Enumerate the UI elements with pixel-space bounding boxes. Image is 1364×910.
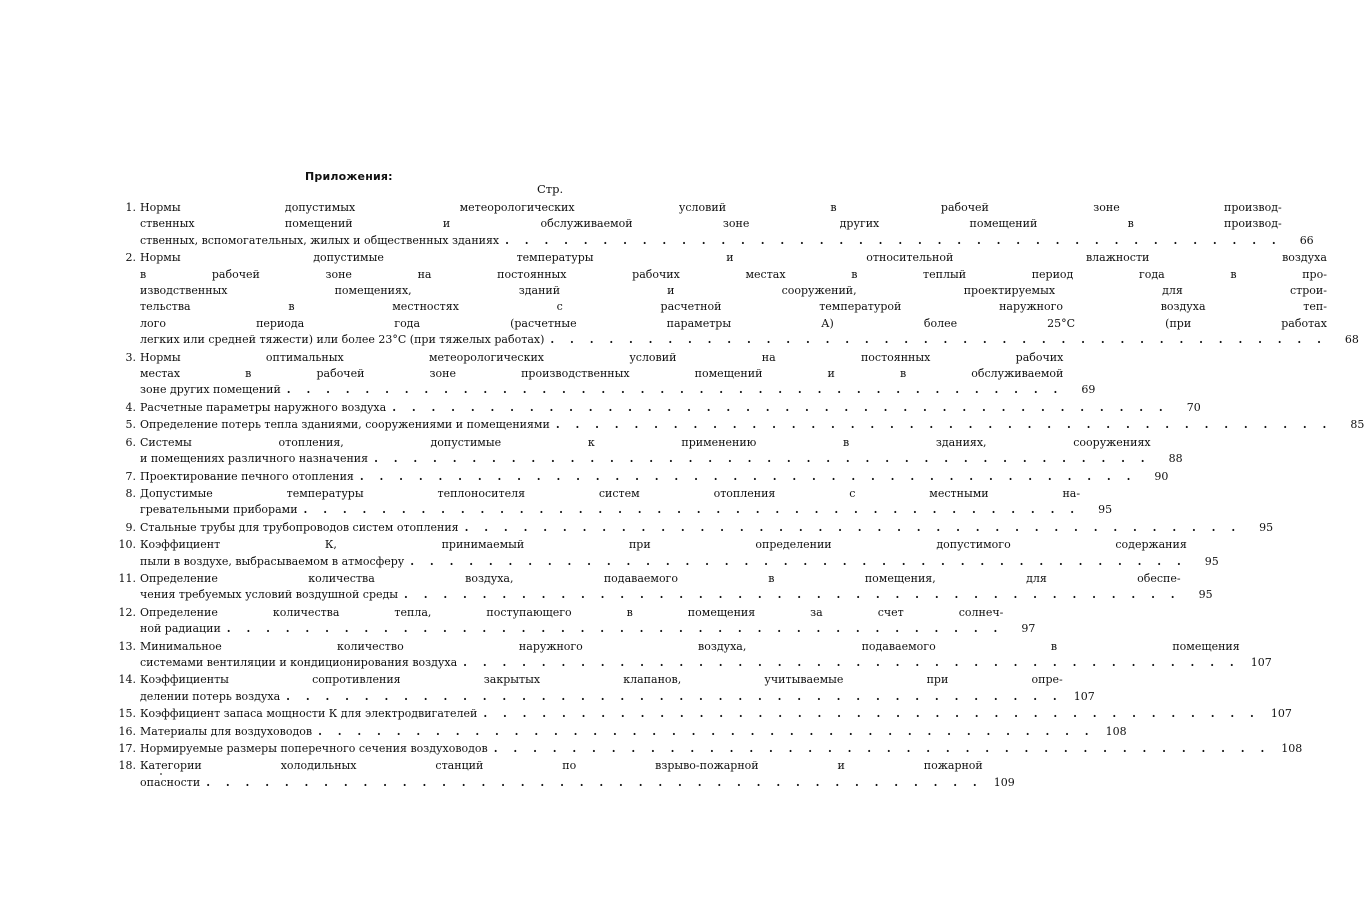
toc-entry-line: Нормы допустимые температуры и относительной влажности воздуха	[140, 251, 1327, 265]
dot-leader: . . . . . . . . . . . . . . . . . . . . . . . . . . . . . . . . . . . . . . . .	[318, 724, 1095, 738]
toc-entry	[110, 537, 1219, 570]
toc-entry-number: 17.	[118, 742, 136, 755]
toc-entry	[110, 724, 1127, 740]
toc-entry-line-text: системами вентиляции и кондиционирования воздуха	[140, 655, 458, 669]
toc-entry	[110, 605, 1036, 638]
toc-entry	[110, 469, 1169, 485]
toc-entry-page-number: 70	[1186, 400, 1201, 414]
toc-entry-page-number: 69	[1081, 383, 1096, 397]
toc-entry-number: 12.	[118, 605, 136, 619]
toc-entry-number: 1.	[125, 201, 136, 214]
toc-entry-page-number: 66	[1299, 233, 1314, 247]
toc-entry	[110, 250, 1359, 348]
toc-entry-line	[140, 775, 983, 791]
toc-entry-line-text: опасности	[140, 775, 201, 789]
toc-entry-line-text: Определение потерь тепла зданиями, сооружениями и помещениями	[140, 418, 550, 432]
toc-entry-line	[140, 233, 1282, 249]
toc-entry-line-text: легких или средней тяжести) или более 23°С (при тяжелых работах)	[140, 333, 545, 347]
dot-leader: . . . . . . . . . . . . . . . . . . . . . . . . . . . . . . . . . . . . . . . .	[374, 452, 1151, 466]
toc-entry-page-number: 95	[1098, 503, 1113, 517]
toc-entry-page-number: 107	[1270, 707, 1292, 721]
toc-entry-number: 9.	[125, 520, 136, 534]
toc-entry-line	[140, 382, 1063, 398]
toc-entry	[110, 400, 1201, 416]
dot-leader: . . . . . . . . . . . . . . . . . . . . . . . . . . . . . . . . . . . . . . . .	[303, 503, 1081, 517]
toc-entry	[110, 741, 1303, 757]
toc-entry-page-number: 108	[1105, 724, 1127, 738]
dot-leader: . . . . . . . . . . . . . . . . . . . . . . . . . . . . . . . . . . . . . . . .	[550, 333, 1327, 347]
toc-entry-text	[140, 724, 1095, 740]
dot-leader: . . . . . . . . . . . . . . . . . . . . . . . . . . . . . . . . . . . . . . . .	[286, 689, 1063, 703]
toc-entry-text	[140, 537, 1187, 570]
toc-entry-text	[140, 400, 1169, 416]
toc-entry-number: 4.	[125, 400, 136, 414]
toc-entry	[110, 200, 1314, 249]
toc-entry-line: Системы отопления, допустимые к применению в зданиях, сооружениях	[140, 435, 1151, 449]
toc-entry-text	[140, 520, 1241, 536]
table-of-contents	[110, 200, 1364, 792]
toc-entry	[110, 706, 1292, 722]
toc-entry-page-number: 88	[1168, 452, 1183, 466]
toc-entry-line-text: гревательными приборами	[140, 503, 298, 517]
toc-entry-page-number: 97	[1021, 622, 1036, 636]
toc-entry-line	[140, 417, 1332, 433]
toc-entry-text	[140, 469, 1136, 485]
toc-entry-line-text: и помещениях различного назначения	[140, 452, 369, 466]
toc-entry-text	[140, 200, 1282, 249]
toc-entry	[110, 672, 1095, 705]
toc-entry-number: 18.	[118, 759, 136, 773]
toc-entry-line-text: Коэффициент запаса мощности К для электродвигателей	[140, 707, 478, 721]
toc-entry-line-text: Нормируемые размеры поперечного сечения воздуховодов	[140, 742, 488, 755]
toc-entry-line: Допустимые температуры теплоносителя систем отопления с местными на-	[140, 486, 1081, 500]
toc-entry	[110, 435, 1183, 468]
toc-entry-text	[140, 741, 1270, 757]
dot-leader: . . . . . . . . . . . . . . . . . . . . . . . . . . . . . . . . . . . . . . . .	[226, 622, 1004, 636]
toc-entry-line	[140, 724, 1095, 740]
toc-entry-line-text: ной радиации	[140, 622, 221, 636]
dot-leader: . . . . . . . . . . . . . . . . . . . . . . . . . . . . . . . . . . . . . . . .	[404, 588, 1181, 602]
toc-entry-text	[140, 435, 1151, 468]
toc-entry-line-text: пыли в воздухе, выбрасываемом в атмосферу	[140, 554, 405, 568]
toc-entry-line	[140, 587, 1181, 603]
toc-entry-line	[140, 332, 1327, 348]
toc-entry-number: 6.	[125, 435, 136, 449]
toc-entry-line: Определение количества тепла, поступающего в помещения за счет солнеч-	[140, 605, 1004, 619]
page-column-header: Стр.	[537, 182, 564, 196]
toc-entry-text	[140, 639, 1240, 672]
toc-entry-line: Минимальное количество наружного воздуха, подаваемого в помещения	[140, 639, 1240, 653]
toc-entry-line-text: чения требуемых условий воздушной среды	[140, 588, 399, 602]
toc-entry-line: местах в рабочей зоне производственных помещений и в обслуживаемой	[140, 367, 1064, 381]
toc-entry-line	[140, 741, 1270, 757]
dot-leader: . . . . . . . . . . . . . . . . . . . . . . . . . . . . . . . . . . . . . . . .	[505, 233, 1282, 247]
toc-entry	[110, 350, 1096, 399]
toc-entry-line-text: зоне других помещений	[140, 383, 281, 397]
toc-entry-page-number: 85	[1350, 418, 1364, 432]
dot-leader: . . . . . . . . . . . . . . . . . . . . . . . . . . . . . . . . . . . . . . . .	[463, 655, 1240, 669]
toc-entry-line-text: делении потерь воздуха	[140, 689, 281, 703]
dot-leader: . . . . . . . . . . . . . . . . . . . . . . . . . . . . . . . . . . . . . . . .	[286, 383, 1064, 397]
dot-leader: . . . . . . . . . . . . . . . . . . . . . . . . . . . . . . . . . . . . . . . .	[555, 418, 1333, 432]
toc-entry	[110, 571, 1213, 604]
dot-leader: . . . . . . . . . . . . . . . . . . . . . . . . . . . . . . . . . . . . . . . .	[410, 554, 1187, 568]
toc-entry	[110, 520, 1274, 536]
toc-entry-line-text: Стальные трубы для трубопроводов систем отопления	[140, 520, 459, 534]
toc-entry-text	[140, 417, 1332, 433]
toc-entry-line: тельства в местностях с расчетной температурой наружного воздуха теп-	[140, 300, 1327, 314]
toc-entry-line-text: Расчетные параметры наружного воздуха	[140, 400, 387, 414]
dot-leader: . . . . . . . . . . . . . . . . . . . . . . . . . . . . . . . . . . . . . . . .	[483, 707, 1260, 721]
toc-entry-page-number: 90	[1154, 469, 1169, 483]
toc-entry-page-number: 95	[1204, 554, 1219, 568]
toc-entry-text	[140, 250, 1327, 348]
toc-entry	[110, 417, 1364, 433]
toc-entry-line	[140, 520, 1241, 536]
toc-entry-page-number: 68	[1344, 333, 1359, 347]
page-title: Приложения:	[305, 170, 393, 183]
toc-entry-number: 5.	[125, 418, 136, 432]
toc-entry-line	[140, 554, 1187, 570]
toc-entry-text	[140, 758, 983, 791]
toc-entry-line	[140, 502, 1080, 518]
toc-entry-page-number: 108	[1281, 742, 1303, 755]
toc-entry-text	[140, 672, 1063, 705]
toc-entry-page-number: 109	[993, 775, 1015, 789]
toc-entry-line: Категории холодильных станций по взрыво-пожарной и пожарной	[140, 759, 983, 773]
toc-entry-number: 3.	[125, 350, 136, 364]
toc-entry-line	[140, 621, 1003, 637]
dot-leader: . . . . . . . . . . . . . . . . . . . . . . . . . . . . . . . . . . . . . . . .	[464, 520, 1242, 534]
toc-entry-line	[140, 706, 1260, 722]
toc-entry-number: 14.	[118, 673, 136, 687]
toc-entry-line	[140, 655, 1240, 671]
toc-entry	[110, 758, 1015, 791]
toc-entry-line-text: Проектирование печного отопления	[140, 469, 354, 483]
toc-entry-line	[140, 469, 1136, 485]
toc-entry-text	[140, 486, 1080, 519]
toc-entry-number: 8.	[125, 486, 136, 500]
toc-entry	[110, 486, 1113, 519]
toc-entry-text	[140, 605, 1003, 638]
toc-entry-line-text: Материалы для воздуховодов	[140, 724, 313, 738]
toc-entry-page-number: 95	[1198, 588, 1213, 602]
toc-entry-line: Коэффициент К, принимаемый при определении допустимого содержания	[140, 538, 1187, 552]
toc-entry-page-number: 107	[1073, 689, 1095, 703]
toc-entry-line-text: ственных, вспомогательных, жилых и общественных зданиях	[140, 233, 500, 247]
toc-entry-number: 15.	[118, 707, 136, 721]
toc-entry-line: Нормы оптимальных метеорологических условий на постоянных рабочих	[140, 350, 1064, 364]
dot-leader: . . . . . . . . . . . . . . . . . . . . . . . . . . . . . . . . . . . . . . . .	[493, 742, 1271, 755]
toc-entry-line: в рабочей зоне на постоянных рабочих местах в теплый период года в про-	[140, 267, 1327, 281]
toc-entry-line: Нормы допустимых метеорологических условий в рабочей зоне производ-	[140, 201, 1282, 214]
dot-leader: . . . . . . . . . . . . . . . . . . . . . . . . . . . . . . . . . . . . . . . .	[392, 400, 1169, 414]
toc-entry-line	[140, 451, 1151, 467]
toc-entry-number: 16.	[118, 724, 136, 738]
toc-entry-line: Коэффициенты сопротивления закрытых клапанов, учитываемые при опре-	[140, 673, 1063, 687]
toc-entry-number: 13.	[118, 639, 136, 653]
toc-entry-text	[140, 706, 1260, 722]
toc-entry-number: 10.	[118, 538, 136, 552]
toc-entry-number: 7.	[125, 469, 136, 483]
toc-entry-line: Определение количества воздуха, подаваемого в помещения, для обеспе-	[140, 571, 1181, 585]
toc-entry	[110, 639, 1272, 672]
dot-leader: . . . . . . . . . . . . . . . . . . . . . . . . . . . . . . . . . . . . . . . .	[359, 469, 1137, 483]
stray-mark	[160, 773, 162, 775]
toc-entry-line	[140, 400, 1169, 416]
toc-entry-line: лого периода года (расчетные параметры А) более 25°С (при работах	[140, 316, 1327, 330]
dot-leader: . . . . . . . . . . . . . . . . . . . . . . . . . . . . . . . . . . . . . . . .	[206, 775, 983, 789]
toc-entry-line	[140, 689, 1063, 705]
toc-entry-line: ственных помещений и обслуживаемой зоне других помещений в производ-	[140, 217, 1282, 231]
toc-entry-number: 2.	[125, 251, 136, 265]
toc-entry-page-number: 95	[1259, 520, 1274, 534]
toc-entry-text	[140, 571, 1181, 604]
toc-entry-text	[140, 350, 1063, 399]
toc-entry-number: 11.	[118, 571, 136, 585]
toc-entry-line: изводственных помещениях, зданий и сооружений, проектируемых для строи-	[140, 284, 1327, 298]
toc-entry-page-number: 107	[1250, 655, 1272, 669]
